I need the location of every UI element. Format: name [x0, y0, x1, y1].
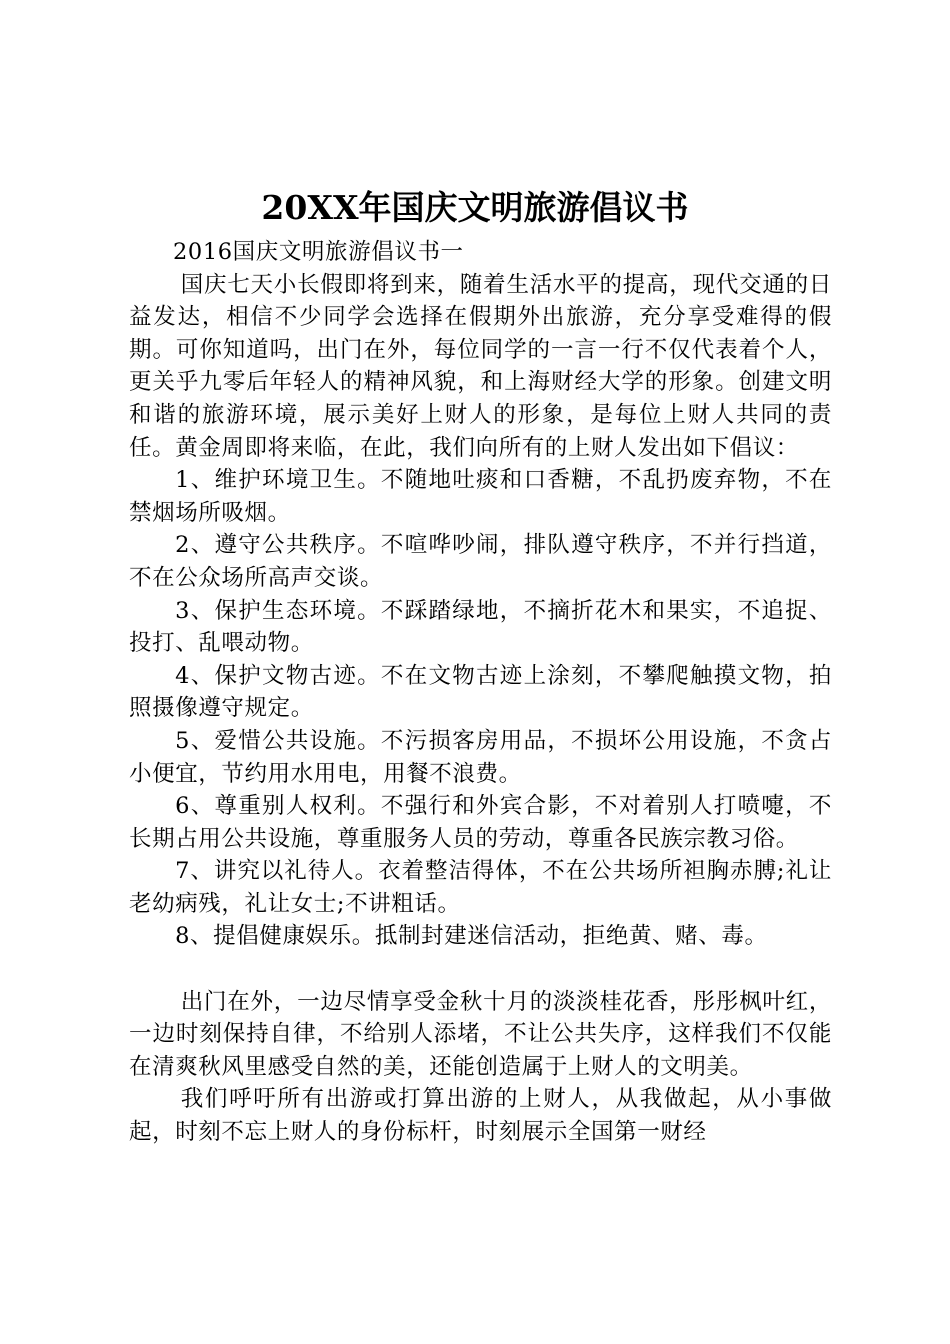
- proposal-item-3: 3、保护生态环境。不踩踏绿地，不摘折花木和果实，不追捉、投打、乱喂动物。: [129, 597, 832, 657]
- proposal-item-1: 1、维护环境卫生。不随地吐痰和口香糖，不乱扔废弃物，不在禁烟场所吸烟。: [129, 467, 832, 526]
- proposal-item-5: 5、爱惜公共设施。不污损客房用品，不损坏公用设施，不贪占小便宜，节约用水用电，用餐不浪费。: [129, 727, 832, 787]
- proposal-item-8: 8、提倡健康娱乐。抵制封建迷信活动，拒绝黄、赌、毒。: [175, 923, 768, 950]
- closing-paragraph-2: 我们呼吁所有出游或打算出游的上财人，从我做起，从小事做起，时刻不忘上财人的身份标杆，时刻展示全国第一财经: [129, 1086, 832, 1146]
- document-body: [129, 236, 832, 1149]
- paragraph-spacer: [129, 953, 832, 986]
- intro-paragraph: 国庆七天小长假即将到来，随着生活水平的提高，现代交通的日益发达，相信不少同学会选择在假期外出旅游，充分享受难得的假期。可你知道吗，出门在外，每位同学的一言一行不仅代表着个人，更关乎九零后年轻人的精神风貌，和上海财经大学的形象。创建文明和谐的旅游环境，展示美好上财人的形象，是每位上财人共同的责任。黄金周即将来临，在此，我们向所有的上财人发出如下倡议：: [129, 271, 832, 461]
- document-title: 20XX年国庆文明旅游倡议书: [261, 188, 689, 227]
- document-subtitle: 2016国庆文明旅游倡议书一: [173, 239, 464, 265]
- closing-paragraph-1: 出门在外，一边尽情享受金秋十月的淡淡桂花香，彤彤枫叶红，一边时刻保持自律，不给别人添堵，不让公共失序，这样我们不仅能在清爽秋风里感受自然的美，还能创造属于上财人的文明美。: [129, 988, 832, 1080]
- proposal-item-6: 6、尊重别人权利。不强行和外宾合影，不对着别人打喷嚏，不长期占用公共设施，尊重服务人员的劳动，尊重各民族宗教习俗。: [129, 793, 832, 852]
- proposal-item-2: 2、遵守公共秩序。不喧哗吵闹，排队遵守秩序，不并行挡道，不在公众场所高声交谈。: [129, 532, 832, 591]
- proposal-item-4: 4、保护文物古迹。不在文物古迹上涂刻，不攀爬触摸文物，拍照摄像遵守规定。: [129, 662, 832, 722]
- proposal-item-7: 7、讲究以礼待人。衣着整洁得体，不在公共场所袒胸赤膊;礼让老幼病残，礼让女士;不讲粗话。: [129, 858, 832, 917]
